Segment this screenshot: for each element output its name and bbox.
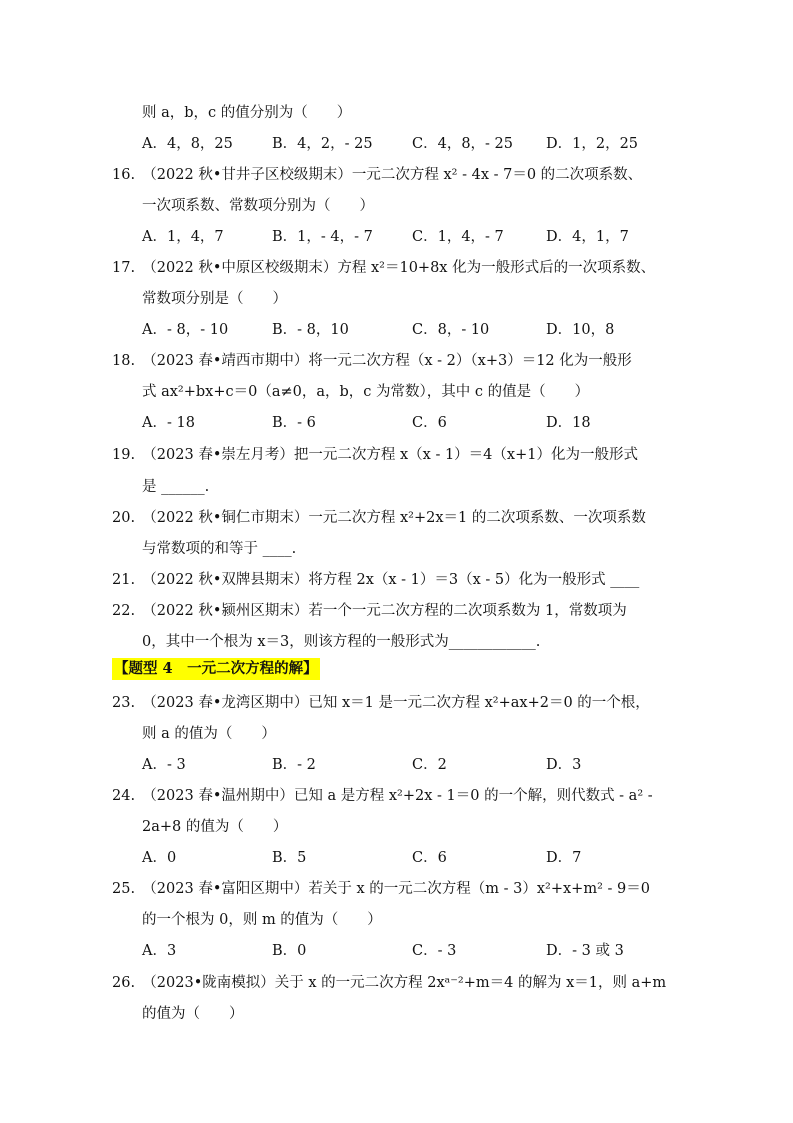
q24-line2: 2a+8 的值为（ ） xyxy=(142,819,288,835)
option-c: C．6 xyxy=(412,850,447,866)
q19-line1: 19. （2023 春•崇左月考）把一元二次方程 x（x - 1）＝4（x+1）化为一般形式 xyxy=(112,447,638,463)
option-c: C．8，- 10 xyxy=(412,322,490,338)
option-d: D．1，2，25 xyxy=(546,136,639,152)
q22-line1: 22. （2022 秋•颍州区期末）若一个一元二次方程的二次项系数为 1，常数项为 xyxy=(112,603,627,619)
q17-line1: 17. （2022 秋•中原区校级期末）方程 x²＝10+8x 化为一般形式后的一次项系数、 xyxy=(112,260,656,276)
q21-line1: 21. （2022 秋•双牌县期末）将方程 2x（x - 1）＝3（x - 5）化为一般形式 ____ xyxy=(112,572,640,588)
option-a: A．1，4，7 xyxy=(142,229,224,245)
q16-line1: 16. （2022 秋•甘井子区校级期末）一元二次方程 x² - 4x - 7＝0 的二次项系数、 xyxy=(112,167,643,183)
option-d: D．7 xyxy=(546,850,582,866)
q18-line2: 式 ax²+bx+c＝0（a≠0，a，b，c 为常数），其中 c 的值是（ ） xyxy=(142,384,590,400)
q19-line2: 是 ______. xyxy=(142,479,210,495)
option-a: A．- 18 xyxy=(142,415,195,431)
option-d: D．18 xyxy=(546,415,591,431)
option-d: D．3 xyxy=(546,757,582,773)
option-c: C．2 xyxy=(412,757,447,773)
option-a: A．3 xyxy=(142,943,177,959)
option-b: B．1，- 4，- 7 xyxy=(272,229,373,245)
option-b: B．0 xyxy=(272,943,307,959)
option-b: B．- 6 xyxy=(272,415,316,431)
option-b: B．5 xyxy=(272,850,307,866)
option-a: A．0 xyxy=(142,850,177,866)
option-b: B．4，2，- 25 xyxy=(272,136,373,152)
option-d: D．- 3 或 3 xyxy=(546,943,624,959)
q25-line2: 的一个根为 0，则 m 的值为（ ） xyxy=(142,912,382,928)
q16-line2: 一次项系数、常数项分别为（ ） xyxy=(142,198,374,214)
q20-line2: 与常数项的和等于 ____. xyxy=(142,541,297,557)
section-heading: 【题型 4 一元二次方程的解】 xyxy=(112,658,320,680)
option-c: C．4，8，- 25 xyxy=(412,136,514,152)
option-a: A．- 8，- 10 xyxy=(142,322,229,338)
option-d: D．10，8 xyxy=(546,322,615,338)
q23-line1: 23. （2023 春•龙湾区期中）已知 x＝1 是一元二次方程 x²+ax+2＝0 的一个根， xyxy=(112,695,650,711)
q26-line2: 的值为（ ） xyxy=(142,1006,244,1022)
q20-line1: 20. （2022 秋•铜仁市期末）一元二次方程 x²+2x＝1 的二次项系数、一次项系数 xyxy=(112,510,646,526)
q15-continuation: 则 a，b，c 的值分别为（ ） xyxy=(142,105,352,121)
q18-line1: 18. （2023 春•靖西市期中）将一元二次方程（x - 2）（x+3）＝12 化为一般形 xyxy=(112,353,632,369)
option-a: A．- 3 xyxy=(142,757,186,773)
q24-line1: 24. （2023 春•温州期中）已知 a 是方程 x²+2x - 1＝0 的一个解，则代数式 - a² - xyxy=(112,788,653,804)
q17-line2: 常数项分别是（ ） xyxy=(142,291,287,307)
option-b: B．- 8，10 xyxy=(272,322,349,338)
q22-line2: 0，其中一个根为 x＝3，则该方程的一般形式为____________. xyxy=(142,634,541,650)
option-a: A．4，8，25 xyxy=(142,136,233,152)
option-c: C．6 xyxy=(412,415,447,431)
option-b: B．- 2 xyxy=(272,757,316,773)
option-c: C．- 3 xyxy=(412,943,457,959)
option-d: D．4，1，7 xyxy=(546,229,629,245)
option-c: C．1，4，- 7 xyxy=(412,229,504,245)
q26-line1: 26. （2023•陇南模拟）关于 x 的一元二次方程 2xᵃ⁻²+m＝4 的解为 x＝1，则 a+m xyxy=(112,975,667,991)
q25-line1: 25. （2023 春•富阳区期中）若关于 x 的一元二次方程（m - 3）x²+x+m² - 9＝0 xyxy=(112,881,650,897)
q23-line2: 则 a 的值为（ ） xyxy=(142,726,276,742)
